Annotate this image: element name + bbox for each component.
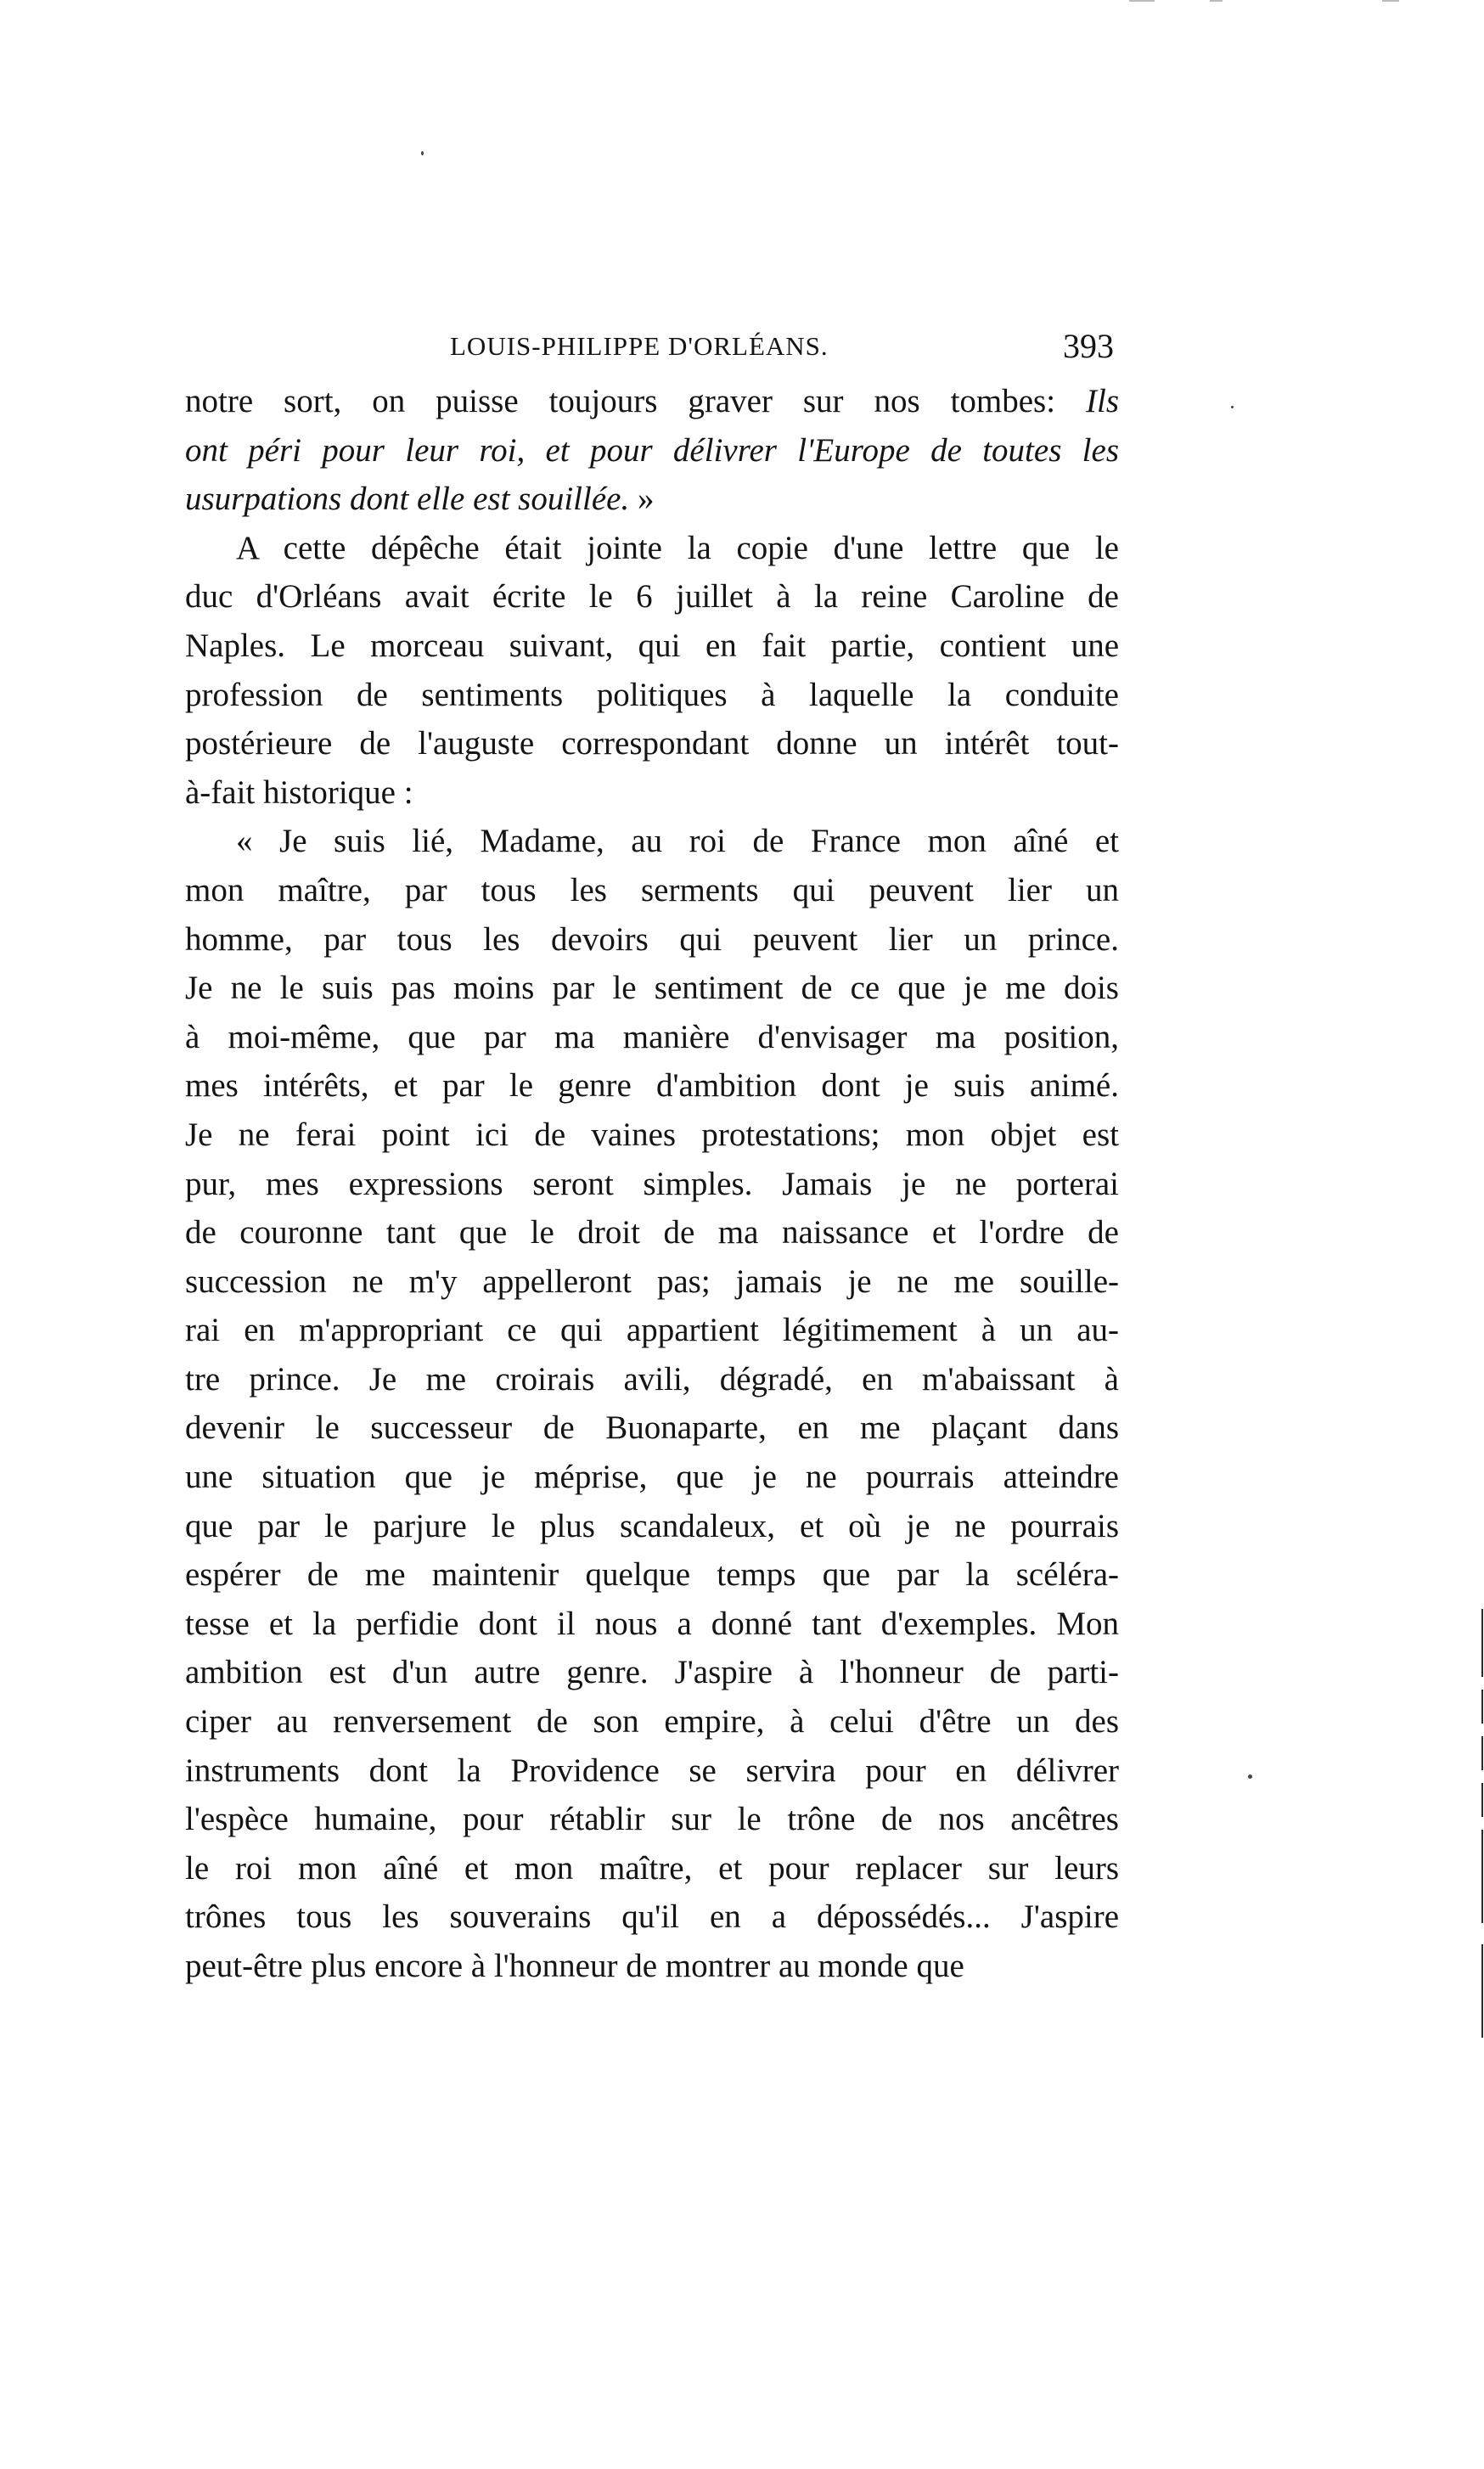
text-line: postérieure de l'auguste correspondant donne un intérêt tout- (185, 725, 1119, 762)
scan-edge-mark (1481, 1944, 1483, 2038)
text-line: peut-être plus encore à l'honneur de montrer au monde que (185, 1948, 964, 1984)
text-line: tesse et la perfidie dont il nous a donné tant d'exemples. Mon (185, 1605, 1119, 1642)
text-line: à moi-même, que par ma manière d'envisager ma position, (185, 1018, 1119, 1055)
text-line: devenir le successeur de Buonaparte, en me plaçant dans (185, 1409, 1119, 1447)
italic-text: Ils (1086, 383, 1119, 419)
text-line: mes intérêts, et par le genre d'ambition dont je suis animé. (185, 1067, 1119, 1105)
italic-text: usurpations dont elle est souillée. (185, 481, 630, 518)
scan-edge-mark (1210, 0, 1223, 2)
text-line: tre prince. Je me croirais avili, dégradé, en m'abaissant à (185, 1360, 1119, 1398)
text-line: Je ne le suis pas moins par le sentiment de ce que je me dois (185, 970, 1119, 1007)
text-line: le roi mon aîné et mon maître, et pour replacer sur leurs (185, 1849, 1119, 1887)
text-line: notre sort, on puisse toujours graver sur nos tombes: Ils (185, 383, 1119, 419)
text-line: profession de sentiments politiques à laquelle la conduite (185, 676, 1119, 713)
text-line: mon maître, par tous les serments qui peuvent lier un (185, 871, 1119, 908)
text-line: de couronne tant que le droit de ma naissance et l'ordre de (185, 1214, 1119, 1251)
scan-speck (1248, 1774, 1252, 1779)
text-line: à-fait historique : (185, 773, 413, 811)
scan-edge-mark (1129, 0, 1155, 2)
text-line: succession ne m'y appelleront pas; jamais je ne me souille- (185, 1263, 1119, 1300)
text-line: ambition est d'un autre genre. J'aspire à l'honneur de parti- (185, 1654, 1119, 1691)
scan-speck (1231, 406, 1234, 408)
text-line: que par le parjure le plus scandaleux, et où je ne pourrais (185, 1507, 1119, 1544)
text-line: l'espèce humaine, pour rétablir sur le trône de nos ancêtres (185, 1801, 1119, 1838)
text-line: Naples. Le morceau suivant, qui en fait partie, contient une (185, 627, 1119, 664)
scan-edge-mark (1481, 1830, 1483, 1923)
text-line: espérer de me maintenir quelque temps que par la scéléra- (185, 1556, 1119, 1594)
scan-edge-mark (1382, 0, 1399, 2)
scan-edge-mark (1481, 1736, 1483, 1770)
text-line: A cette dépêche était jointe la copie d'une lettre que le (236, 529, 1119, 566)
text-line: ciper au renversement de son empire, à celui d'être un des (185, 1703, 1119, 1741)
text-line: une situation que je méprise, que je ne pourrais atteindre (185, 1459, 1119, 1496)
scan-edge-mark (1481, 1690, 1483, 1724)
body-text (185, 377, 1119, 1991)
text-line: homme, par tous les devoirs qui peuvent lier un prince. (185, 920, 1119, 958)
text-line: pur, mes expressions seront simples. Jamais je ne porterai (185, 1165, 1119, 1202)
text-line: Je ne ferai point ici de vaines protestations; mon objet est (185, 1116, 1119, 1153)
scan-edge-mark (1481, 1783, 1483, 1817)
text-line: « Je suis lié, Madame, au roi de France mon aîné et (236, 823, 1119, 860)
page-header (188, 326, 1114, 370)
text-line: rai en m'appropriant ce qui appartient légitimement à un au- (185, 1312, 1119, 1349)
text-line: instruments dont la Providence se servira pour en délivrer (185, 1752, 1119, 1789)
scan-speck (421, 151, 424, 155)
running-title: LOUIS-PHILIPPE D'ORLÉANS. (450, 331, 829, 361)
scan-edge-mark (1481, 1609, 1483, 1677)
text-line: ont péri pour leur roi, et pour délivrer l'Europe de toutes les (185, 431, 1119, 469)
text-line: usurpations dont elle est souillée. » (185, 481, 655, 518)
text-line: duc d'Orléans avait écrite le 6 juillet à la reine Caroline de (185, 578, 1119, 616)
page-number: 393 (1063, 327, 1114, 365)
text-line: trônes tous les souverains qu'il en a dépossédés... J'aspire (185, 1898, 1119, 1936)
